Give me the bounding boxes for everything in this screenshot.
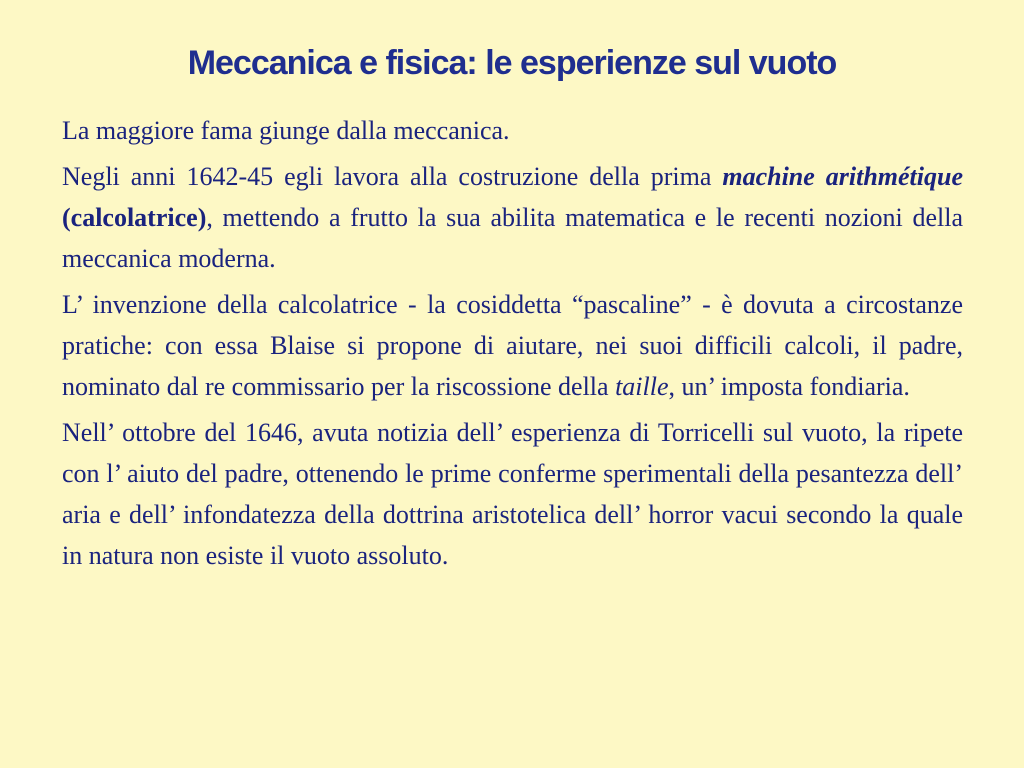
paragraph-2-text-start: Negli anni 1642-45 egli lavora alla costruzione della prima (62, 162, 723, 191)
calcolatrice-term: (calcolatrice) (62, 203, 207, 232)
paragraph-1-text: La maggiore fama giunge dalla meccanica. (62, 116, 510, 145)
machine-arithmetique-term: machine arithmétique (722, 162, 963, 191)
paragraph-1 (62, 110, 963, 151)
paragraph-3 (62, 284, 963, 407)
paragraph-2 (62, 156, 963, 279)
slide-body (62, 110, 963, 581)
paragraph-3-text-end: , un’ imposta fondiaria. (668, 372, 910, 401)
slide-title: Meccanica e fisica: le esperienze sul vuoto (187, 44, 837, 82)
paragraph-2-text-end: , mettendo a frutto la sua abilita matematica e le recenti nozioni della meccanica moderna. (62, 203, 963, 273)
taille-term: taille (615, 372, 669, 401)
paragraph-4 (62, 412, 963, 576)
paragraph-4-text: Nell’ ottobre del 1646, avuta notizia dell’ esperienza di Torricelli sul vuoto, la ripete con l’ aiuto del padre, ottenendo le prime conferme sperimentali della pesantezza dell’ aria e dell’ infondatezza della dottrina aristotelica dell’ horror vacui secondo la quale in natura non esiste il vuoto assoluto. (62, 418, 963, 570)
paragraph-3-text-start: L’ invenzione della calcolatrice - la cosiddetta “pascaline” - è dovuta a circostanze pratiche: con essa Blaise si propone di aiutare, nei suoi difficili calcoli, il padre, nominato dal re commissario per la riscossione della (62, 290, 963, 401)
